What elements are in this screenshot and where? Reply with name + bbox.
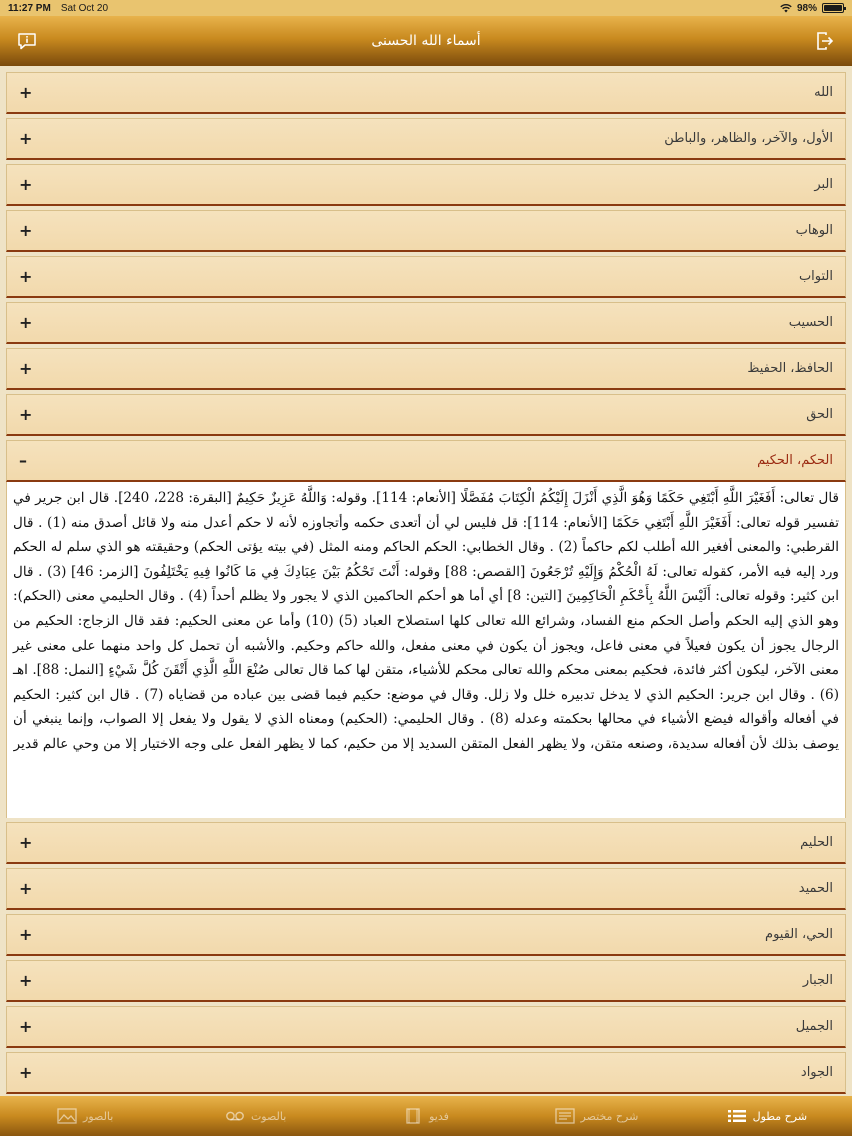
item-label: الجبار	[802, 973, 833, 988]
item-label: الجميل	[795, 1019, 833, 1034]
expand-plus-icon: +	[19, 1017, 33, 1036]
tab-label: شرح مطول	[752, 1109, 808, 1123]
expand-plus-icon: +	[19, 129, 33, 148]
list-item[interactable]	[6, 164, 846, 206]
battery-icon	[822, 3, 844, 13]
exit-icon	[815, 31, 835, 51]
tab-images[interactable]	[0, 1096, 170, 1136]
expand-plus-icon: +	[19, 313, 33, 332]
list-item[interactable]	[6, 118, 846, 160]
tab-label: فديو	[429, 1109, 449, 1123]
item-label: الحميد	[798, 881, 833, 896]
list-item[interactable]	[6, 302, 846, 344]
names-list	[0, 66, 852, 1096]
info-bubble-icon	[17, 32, 37, 50]
item-label: الحي، القيوم	[765, 927, 833, 942]
tab-long-explanation[interactable]	[682, 1096, 852, 1136]
battery-percent: 98%	[796, 2, 817, 14]
video-icon	[403, 1108, 423, 1124]
list-item[interactable]	[6, 1006, 846, 1048]
tab-video[interactable]	[341, 1096, 511, 1136]
item-label: الأول، والآخر، والظاهر، والباطن	[664, 131, 833, 146]
expand-plus-icon: +	[19, 359, 33, 378]
item-label: الوهاب	[795, 223, 833, 238]
expand-plus-icon: +	[19, 267, 33, 286]
expand-plus-icon: +	[19, 879, 33, 898]
expand-plus-icon: +	[19, 971, 33, 990]
list-item[interactable]	[6, 960, 846, 1002]
page-title: أسماء الله الحسنى	[371, 33, 481, 49]
audio-icon	[225, 1108, 245, 1124]
image-icon	[57, 1108, 77, 1124]
expanded-content: قال تعالى: أَفَغَيْرَ اللَّهِ أَبْتَغِي حَكَمًا وَهُوَ الَّذِي أَنْزَلَ إِلَيْكُمُ الْكِتَابَ مُفَصَّلًا [الأنعام: 114]. وقوله: وَاللَّهُ عَزِيزٌ حَكِيمٌ [البقرة: 228، 240]. قال ابن جرير في تفسير قوله تعالى: أَفَغَيْرَ اللَّهِ أَبْتَغِي حَكَمًا [الأنعام: 114]: قل فليس لي أن أتعدى حكمه وأتجاوزه لأنه لا حكم أعدل منه ولا قائل أصدق منه (1) . قال القرطبي: والمعنى أفغير الله أطلب لكم حاكماً (2) . وقال الخطابي: الحكم الحاكم ومنه المثل (في بيته يؤتى الحكم) وحقيقته هو الذي سلم له الحكم ورد إليه فيه الأمر، كقوله تعالى: لَهُ الْحُكْمُ وَإِلَيْهِ تُرْجَعُونَ [القصص: 88] وقوله: أَنْتَ تَحْكُمُ بَيْنَ عِبَادِكَ فِي مَا كَانُوا فِيهِ يَخْتَلِفُونَ [الزمر: 46] (3) . قال ابن كثير: وقوله تعالى: أَلَيْسَ اللَّهُ بِأَحْكَمِ الْحَاكِمِينَ [التين: 8] أي أما هو أحكم الحاكمين الذي لا يجور ولا يظلم أحداً (4) . وقال الحليمي معنى (الحكم): وهو الذي إليه الحكم وأصل الحكم منع الفساد، وشرائع الله تعالى كلها استصلاح العباد (5) (10) وأما عن معنى الحكيم: فقد قال الزجاج: الحكيم من الرجال يجوز أن يكون فعيلاً في معنى فاعل، ويجوز أن يكون في معنى مفعل، والله حاكم وحكيم. والأشبه أن تحمل كل واحد منهما على معنى غير معنى الآخر، ليكون أكثر فائدة، فحكيم بمعنى محكم والله تعالى محكم للأشياء، متقن لها كما قال تعالى صُنْعَ اللَّهِ الَّذِي أَتْقَنَ كُلَّ شَيْءٍ [النمل: 88]. اهـ (6) . وقال ابن جرير: الحكيم الذي لا يدخل تدبيره خلل ولا زلل. وقال في موضع: حكيم فيما قضى بين عباده من قضاياه (7) . قال ابن كثير: الحكيم في أفعاله وأقواله فيضع الأشياء في محالها بحكمته وعدله (8) . وقال الحليمي: (الحكيم) ومعناه الذي لا يقول ولا يفعل إلا الصواب، وإنما ينبغي أن يوصف بذلك لأن أفعاله سديدة، وصنعه متقن، ولا يظهر الفعل المتقن السديد إلا من حكيم، كما لا يظهر الفعل على وجه الاختيار إلا من وحي عالم قدير	[6, 482, 846, 818]
nav-header	[0, 16, 852, 66]
list-item[interactable]	[6, 822, 846, 864]
item-label: الحافظ، الحفيظ	[747, 361, 833, 376]
expand-plus-icon: +	[19, 221, 33, 240]
status-time: 11:27 PM	[8, 2, 51, 14]
item-label: الحكم، الحكيم	[757, 453, 833, 468]
list-item-expanded[interactable]	[6, 440, 846, 482]
status-date: Sat Oct 20	[60, 2, 109, 14]
tab-label: بالصوت	[250, 1109, 287, 1123]
tab-short-explanation[interactable]	[511, 1096, 681, 1136]
long-text-icon	[727, 1108, 747, 1124]
item-label: الجواد	[800, 1065, 833, 1080]
list-item[interactable]	[6, 72, 846, 114]
tab-label: بالصور	[83, 1109, 114, 1123]
expand-plus-icon: +	[19, 833, 33, 852]
item-label: الحسيب	[788, 315, 833, 330]
tab-bar	[0, 1096, 852, 1136]
list-item[interactable]	[6, 394, 846, 436]
list-item[interactable]	[6, 868, 846, 910]
item-label: الحليم	[800, 835, 833, 850]
tab-label: شرح مختصر	[580, 1109, 639, 1123]
tab-audio[interactable]	[170, 1096, 340, 1136]
item-label: البر	[814, 177, 833, 192]
status-right	[780, 3, 844, 14]
status-bar	[0, 0, 852, 16]
expand-plus-icon: +	[19, 405, 33, 424]
list-item[interactable]	[6, 210, 846, 252]
item-label: الحق	[806, 407, 833, 422]
list-item[interactable]	[6, 1052, 846, 1094]
battery-fill	[824, 5, 842, 11]
list-item[interactable]	[6, 914, 846, 956]
list-item[interactable]	[6, 348, 846, 390]
short-text-icon	[555, 1108, 575, 1124]
item-label: التواب	[798, 269, 833, 284]
expand-plus-icon: +	[19, 1063, 33, 1082]
info-button[interactable]	[14, 28, 40, 54]
expand-plus-icon: +	[19, 925, 33, 944]
list-item[interactable]	[6, 256, 846, 298]
expand-plus-icon: +	[19, 175, 33, 194]
collapse-minus-icon: –	[19, 451, 27, 470]
wifi-icon	[780, 3, 792, 13]
item-label: الله	[814, 85, 833, 100]
expand-plus-icon: +	[19, 83, 33, 102]
exit-button[interactable]	[812, 28, 838, 54]
